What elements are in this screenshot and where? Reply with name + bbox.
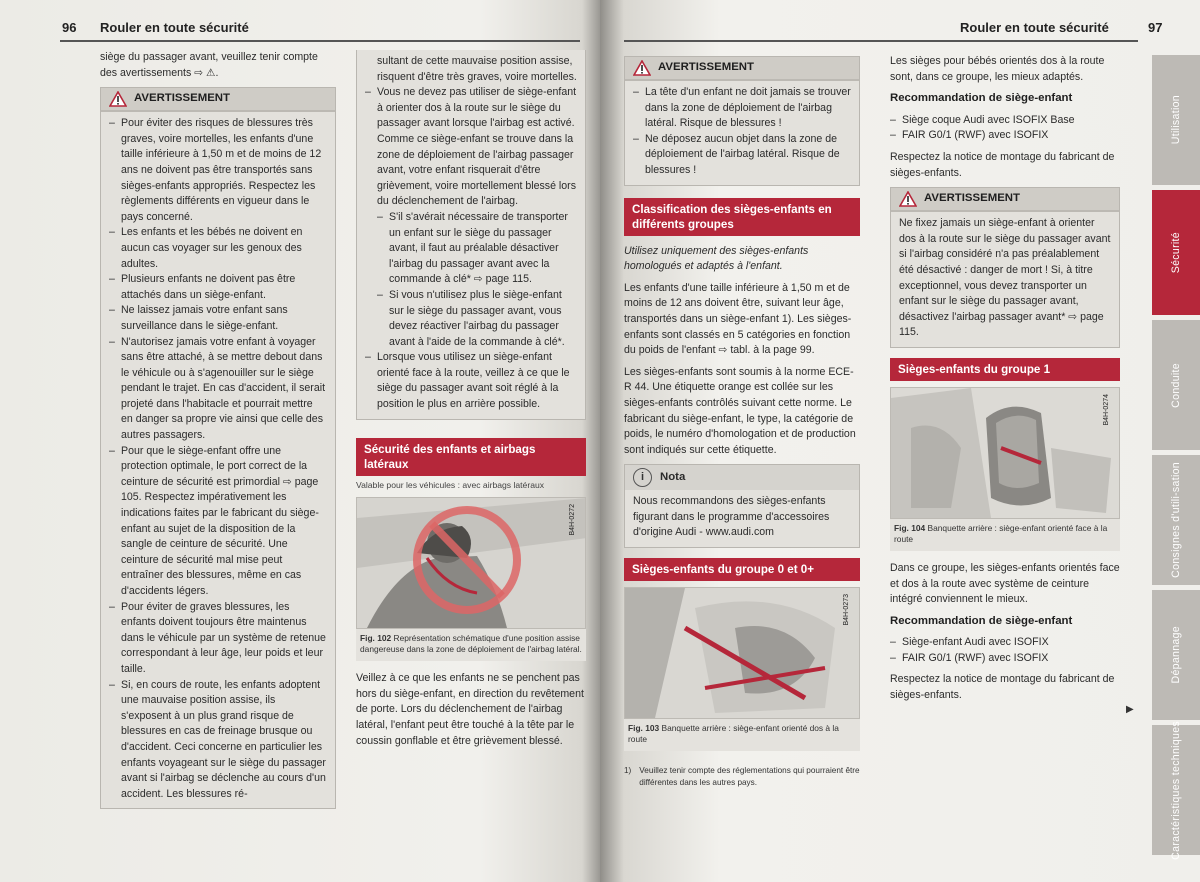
group1-paragraph: Dans ce groupe, les sièges-enfants orientés face et dos à la route avec système de ceinture intégré conviennent le mieux. [890,561,1120,606]
tab-conduite[interactable]: Conduite [1152,320,1200,450]
group0-paragraph: Les sièges pour bébés orientés dos à la route sont, dans ce groupe, les mieux adaptés. [890,55,1105,83]
figure-103-caption: Fig. 103 Banquette arrière : siège-enfant orienté dos à la route [624,719,860,751]
assembly-note-2: Respectez la notice de montage du fabricant de sièges-enfants. [890,673,1115,702]
warning-title: AVERTISSEMENT [924,192,1020,205]
rear-facing-seat-illustration [625,588,860,718]
warning-title: AVERTISSEMENT [134,92,230,105]
recommendation-heading-2: Recommandation de siège-enfant [890,614,1073,627]
figure-102 [356,497,586,629]
warning-triangle-icon [109,91,127,107]
classification-paragraph-1: Les enfants d'une taille inférieure à 1,50 m et de moins de 12 ans doivent être, suivant leur âge, transportés dans un siège-enfant 1). Les sièges-enfants sont classés en 5 catégories en fonction du poids de l'enfant ⇨ tabl. à la page 99. [624,281,852,357]
note-text: Nous recommandons des sièges-enfants figurant dans le programme d'accessoires d'origine Audi - www.audi.com [633,495,830,539]
tab-depannage[interactable]: Dépannage [1152,590,1200,720]
left-column-1 [100,50,336,809]
note-header [625,465,859,490]
page-number-right: 97 [1148,20,1163,35]
header-rule [624,40,1138,42]
footnote-mark: 1) [624,766,632,776]
classification-intro: Utilisez uniquement des sièges-enfants homologués et adaptés à l'enfant. [624,244,809,273]
recommendation-item: – Siège coque Audi avec ISOFIX Base [890,113,1075,126]
warning-header [891,188,1119,212]
figure-code: B4H-0274 [1103,393,1111,426]
section-title-side-airbags: Sécurité des enfants et airbags latéraux [356,438,586,476]
header-rule [60,40,580,42]
note-box [624,464,860,548]
figure-code: B4H-0272 [569,504,577,536]
section-title-classification: Classification des sièges-enfants en différents groupes [624,198,860,236]
warning-header [625,57,859,81]
figure-104-caption: Fig. 104 Banquette arrière : siège-enfant orienté face à la route [890,519,1120,551]
footnote [624,765,860,789]
warning-box-left [100,87,336,809]
info-icon: i [633,468,652,487]
tab-caracteristiques[interactable]: Caractéristiques techniques [1152,725,1200,855]
warning-box-continued [356,50,586,420]
warning-subitem: – S'il s'avérait nécessaire de transporter un enfant sur le siège du passager avant, il faut au préalable désactiver l'airbag du passager avant avec la commande à clé* ⇨ page 115. [377,210,568,286]
warning-item: – La tête d'un enfant ne doit jamais se trouver dans la zone de déploiement de l'airbag latéral. Risque de blessures ! [633,86,851,130]
warning-item: – Plusieurs enfants ne doivent pas être attachés dans un siège-enfant. [109,273,296,301]
assembly-note-1: Respectez la notice de montage du fabricant de sièges-enfants. [890,150,1115,179]
page-number-left: 96 [62,20,77,35]
warning-continued-text: sultant de cette mauvaise position assise, risquent d'être très graves, voire mortelles. [377,55,577,83]
warning-text: Ne fixez jamais un siège-enfant à orienter dos à la route sur le siège du passager avant si l'airbag considéré n'a pas préalablement été désactivé : danger de mort ! Si, à titre exceptionnel, vous devez transporter un enfant sur le siège du passager avant, désactivez l'airbag passager avant* ⇨ page 115. [899,217,1111,339]
warning-item: – Pour que le siège-enfant offre une protection optimale, le port correct de la ceinture de sécurité est primordial ⇨ page 105. Respectez impérativement les indications faites par le fabricant du siège-enfant au sujet de la disposition de la sangle de ceinture de sécurité. Une ceinture de sécurité mal mise peut entraîner des blessures, même en cas d'accidents légers. [109,444,319,597]
note-title: Nota [660,470,686,483]
warning-item: – N'autorisez jamais votre enfant à voyager sans être attaché, à se mettre debout dans le véhicule ou à s'agenouiller sur le siège pendant le trajet. En cas d'accident, il serait projeté dans l'habitacle et pourrait mettre en danger sa propre vie ainsi que celle des autres passagers. [109,335,326,442]
intro-text: siège du passager avant, veuillez tenir compte des avertissements ⇨ ⚠. [100,51,318,79]
warning-item: – Si, en cours de route, les enfants adoptent une mauvaise position assise, ils s'exposent à un plus grand risque de blessures en cas de freinage brusque ou d'accident. Ceci concerne en particulier les enfants voyageant sur le siège du passager avant si l'airbag se déclenche au cours d'un accident. Les blessures ré- [109,678,326,800]
continue-arrow-icon: ▶ [1126,704,1134,715]
warning-header [101,88,335,112]
running-head-left: Rouler en toute sécurité [100,20,249,35]
figure-104 [890,387,1120,519]
section-title-group-0: Sièges-enfants du groupe 0 et 0+ [624,558,860,581]
warning-title: AVERTISSEMENT [658,61,754,74]
recommendation-heading-1: Recommandation de siège-enfant [890,92,1073,105]
side-airbag-illustration [357,498,586,628]
warning-item: – Ne laissez jamais votre enfant sans surveillance dans le siège-enfant. [109,304,288,332]
warning-triangle-icon [899,191,917,207]
tab-utilisation[interactable]: Utilisation [1152,55,1200,185]
forward-facing-seat-illustration [891,388,1120,518]
warning-triangle-icon [633,60,651,76]
right-page [600,0,1200,882]
figure-103 [624,587,860,719]
classification-paragraph-2: Les sièges-enfants sont soumis à la norme ECE-R 44. Une étiquette orange est collée sur les sièges-enfants contrôlés suivant cette norme. Le fabricant du siège-enfant, le type, la catégorie de poids, le numéro d'homologation et de production sont indiqués sur cette étiquette. [624,365,856,456]
warning-box-right [624,56,860,186]
section-title-group-1: Sièges-enfants du groupe 1 [890,358,1120,381]
warning-item: – Ne déposez aucun objet dans la zone de déploiement de l'airbag latéral. Risque de blessures ! [633,132,840,176]
warning-body [101,112,335,808]
warning-item: – Lorsque vous utilisez un siège-enfant orienté face à la route, veillez à ce que le siège du passager avant soit réglé à la position le plus en arrière possible. [365,351,570,411]
figure-code: B4H-0273 [843,594,851,626]
left-column-2 [356,50,586,755]
tab-securite[interactable]: Sécurité [1152,190,1200,315]
warning-subitem: – Si vous n'utilisez plus le siège-enfant sur le siège du passager avant, vous devez réactiver l'airbag du passager avant à l'aide de la commande à clé*. [377,288,565,348]
footnote-text: Veuillez tenir compte des réglementations qui pourraient être différentes dans les autres pays. [639,766,860,788]
right-column-2 [890,54,1120,710]
figure-102-caption: Fig. 102 Représentation schématique d'une position assise dangereuse dans la zone de déploiement de l'airbag latéral. [356,629,586,661]
warning-item: – Les enfants et les bébés ne doivent en aucun cas voyager sur les genoux des adultes. [109,226,303,270]
section-subtitle: Valable pour les véhicules : avec airbags latéraux [356,479,545,490]
recommendation-item: – FAIR G0/1 (RWF) avec ISOFIX [890,129,1049,142]
tab-consignes[interactable]: Consignes d'utili-sation [1152,455,1200,585]
warning-item: – Vous ne devez pas utiliser de siège-enfant à orienter dos à la route sur le siège du passager avant lorsque l'airbag est activé. Comme ce siège-enfant se trouve dans la zone de déploiement de l'airbag passager avant, votre enfant risquerait d'être grièvement, voire mortellement blessé lors du déclenchement de l'airbag. [365,86,577,208]
right-column-1 [624,56,860,789]
warning-box-airbag [890,187,1120,348]
side-airbag-body: Veillez à ce que les enfants ne se penchent pas hors du siège-enfant, en direction du revêtement de porte. Lors du déclenchement de l'airbag latéral, l'enfant peut être touché à la tête par le coussin gonflable et être grièvement blessé. [356,672,584,747]
running-head-right: Rouler en toute sécurité [960,20,1109,35]
recommendation-item: – Siège-enfant Audi avec ISOFIX [890,636,1049,649]
warning-item: – Pour éviter des risques de blessures très graves, voire mortelles, les enfants d'une taille inférieure à 1,50 m et de moins de 12 ans ne doivent pas être transportés sans sièges-enfants appropriés. Respectez les règlements différents en vigueur dans le pays concerné. [109,117,322,223]
warning-item: – Pour éviter de graves blessures, les enfants doivent toujours être maintenus dans le véhicule par un système de retenue correspondant à leur âge, leur poids et leur taille. [109,600,326,675]
recommendation-item: – FAIR G0/1 (RWF) avec ISOFIX [890,651,1049,664]
